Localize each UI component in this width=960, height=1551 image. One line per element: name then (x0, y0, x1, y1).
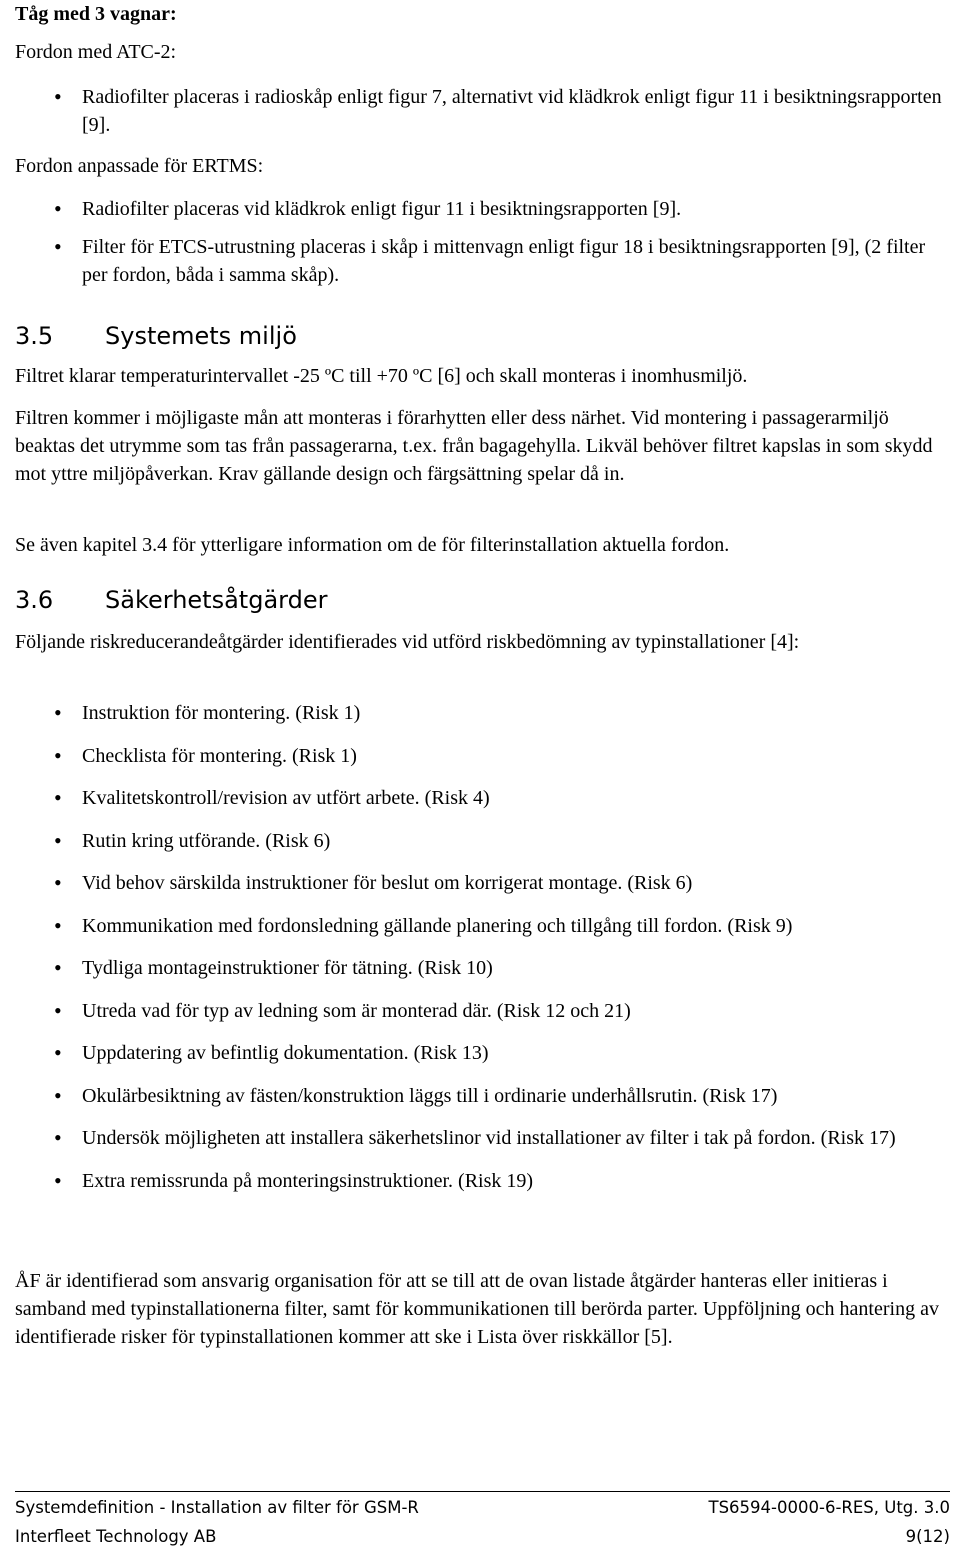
paragraph: Filtren kommer i möjligaste mån att monteras i förarhytten eller dess närhet. Vid montering i passagerarmiljö beaktas det utrymme som tas från passagerarna, t.ex. från bagagehylla. Likväl behöver filtret kapslas in som skydd mot yttre miljöpåverkan. Krav gällande design och färgsättning spelar då in. (15, 407, 933, 485)
footer-page-number: 9(12) (905, 1527, 950, 1546)
list-item: • Filter för ETCS-utrustning placeras i skåp i mittenvagn enligt figur 18 i besiktningsrapporten [9], (2 filter per fordon, båda i samma skåp). (0, 233, 950, 289)
list-item: • Tydliga montageinstruktioner för tätning. (Risk 10) (0, 954, 950, 982)
list-item: • Radiofilter placeras vid klädkrok enligt figur 11 i besiktningsrapporten [9]. (0, 195, 950, 223)
list-item: • Utreda vad för typ av ledning som är monterad där. (Risk 12 och 21) (0, 997, 950, 1025)
atc-label: Fordon med ATC-2: (15, 41, 177, 63)
footer-document-title: Systemdefinition - Installation av filter för GSM-R (15, 1498, 419, 1517)
paragraph: Se även kapitel 3.4 för ytterligare information om de för filterinstallation aktuella fordon. (15, 534, 730, 556)
measures-list (0, 699, 950, 1195)
list-item: • Okulärbesiktning av fästen/konstruktion läggs till i ordinarie underhållsrutin. (Risk 17) (0, 1082, 950, 1110)
atc-list (0, 83, 950, 139)
list-item: • Instruktion för montering. (Risk 1) (0, 699, 950, 727)
section-heading (15, 586, 327, 614)
list-item: • Kommunikation med fordonsledning gällande planering och tillgång till fordon. (Risk 9) (0, 912, 950, 940)
footer-rule (15, 1491, 950, 1492)
section-heading (15, 322, 297, 350)
section-number: 3.6 (15, 586, 54, 614)
vehicle-heading: Tåg med 3 vagnar: (15, 3, 177, 25)
section-title: Systemets miljö (105, 322, 297, 350)
footer-row (15, 1497, 950, 1519)
paragraph: Filtret klarar temperaturintervallet -25 ºC till +70 ºC [6] och skall monteras i inomhusmiljö. (15, 365, 748, 387)
paragraph: Följande riskreducerandeåtgärder identifierades vid utförd riskbedömning av typinstallationer [4]: (15, 631, 800, 653)
footer-row (15, 1526, 950, 1548)
footer-document-id: TS6594-0000-6-RES, Utg. 3.0 (708, 1498, 950, 1517)
footer-company: Interfleet Technology AB (15, 1527, 217, 1546)
ertms-list (0, 195, 950, 289)
list-item: • Undersök möjligheten att installera säkerhetslinor vid installationer av filter i tak på fordon. (Risk 17) (0, 1124, 950, 1152)
section-number: 3.5 (15, 322, 54, 350)
ertms-label: Fordon anpassade för ERTMS: (15, 155, 264, 177)
list-item: • Uppdatering av befintlig dokumentation. (Risk 13) (0, 1039, 950, 1067)
list-item: • Radiofilter placeras i radioskåp enligt figur 7, alternativt vid klädkrok enligt figur 11 i besiktningsrapporten [9]. (0, 83, 950, 139)
section-title: Säkerhetsåtgärder (105, 586, 328, 614)
paragraph: ÅF är identifierad som ansvarig organisation för att se till att de ovan listade åtgärder hanteras eller initieras i samband med typinstallationerna filter, samt för kommunikationen till berörda parter. Uppföljning och hantering av identifierade risker för typinstallationen kommer att ske i Lista över riskkällor [5]. (15, 1270, 939, 1348)
list-item: • Checklista för montering. (Risk 1) (0, 742, 950, 770)
list-item: • Kvalitetskontroll/revision av utfört arbete. (Risk 4) (0, 784, 950, 812)
list-item: • Rutin kring utförande. (Risk 6) (0, 827, 950, 855)
list-item: • Extra remissrunda på monteringsinstruktioner. (Risk 19) (0, 1167, 950, 1195)
list-item: • Vid behov särskilda instruktioner för beslut om korrigerat montage. (Risk 6) (0, 869, 950, 897)
